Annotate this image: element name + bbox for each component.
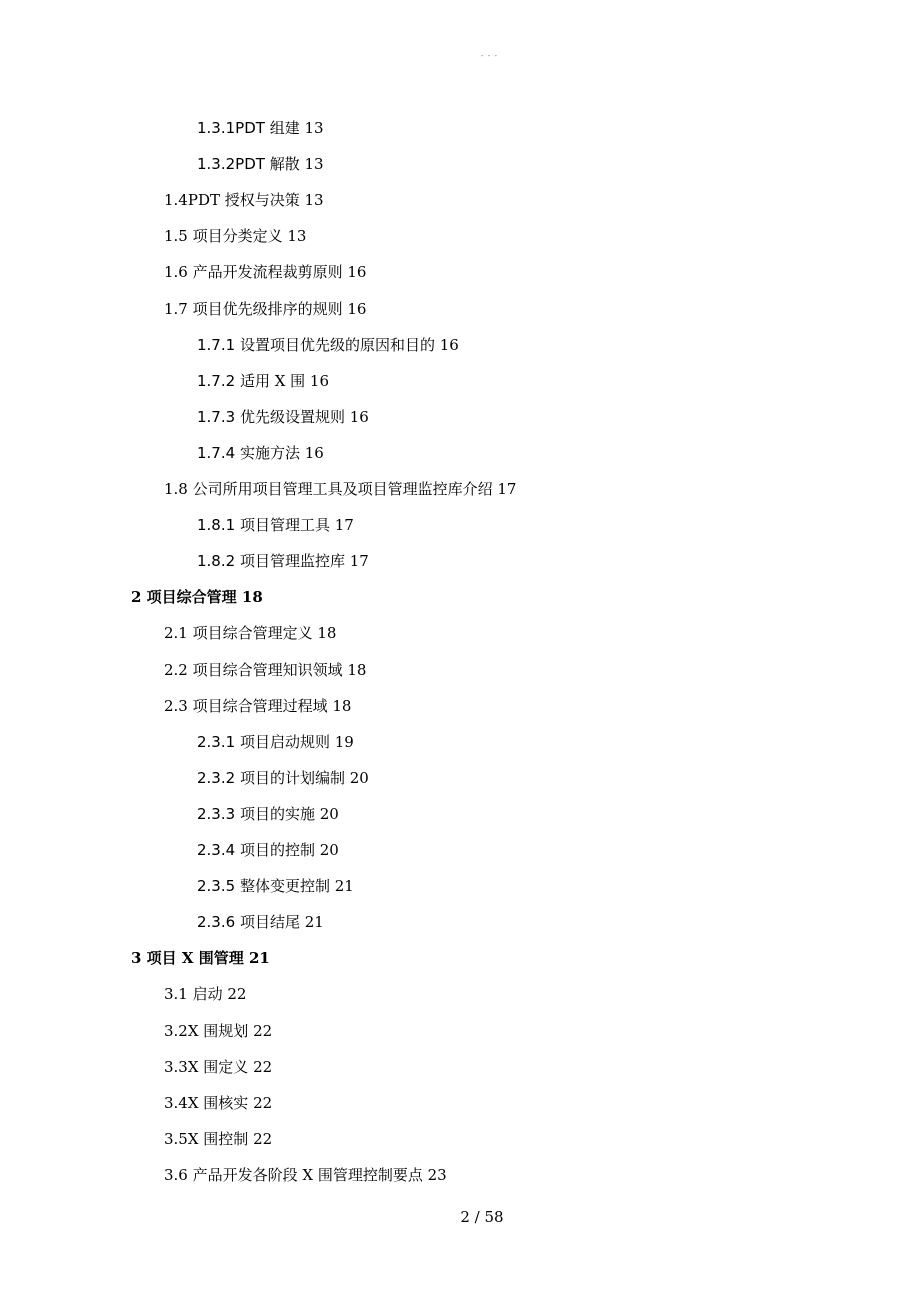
- toc-entry[interactable]: [197, 912, 324, 932]
- toc-entry[interactable]: [197, 443, 324, 463]
- toc-entry-title: 组建 13: [264, 119, 324, 137]
- toc-entry-title: 2.1 项目综合管理定义 18: [164, 624, 337, 643]
- toc-entry[interactable]: [197, 335, 459, 355]
- toc-entry-title: 整体变更控制 21: [235, 877, 354, 896]
- toc-entry[interactable]: [164, 696, 351, 716]
- toc-entry[interactable]: [164, 299, 366, 319]
- toc-entry-title: 3.4X 围核实 22: [164, 1093, 273, 1112]
- toc-entry[interactable]: [164, 1057, 272, 1077]
- toc-entry[interactable]: [164, 226, 306, 246]
- toc-entry-number: 2.3.5: [197, 877, 236, 896]
- toc-entry-title: 2.2 项目综合管理知识领域 18: [164, 660, 367, 679]
- toc-entry-number: 1.7.1: [197, 335, 236, 354]
- toc-entry-title: 1.4PDT 授权与决策 13: [164, 191, 324, 210]
- toc-entry[interactable]: [197, 768, 369, 788]
- toc-entry-number: 2.3.1: [197, 732, 236, 751]
- toc-entry-title: 实施方法 16: [235, 443, 324, 462]
- toc-entry-title: 3 项目 X 围管理 21: [131, 949, 270, 968]
- toc-entry-title: 设置项目优先级的原因和目的 16: [235, 335, 459, 354]
- toc-entry-title: 项目的控制 20: [235, 841, 339, 859]
- toc-entry-number: 1.3.2PDT: [197, 155, 265, 174]
- toc-entry[interactable]: [197, 840, 339, 860]
- toc-entry[interactable]: [164, 190, 324, 210]
- toc-entry[interactable]: [164, 1021, 272, 1041]
- header-mark: - - -: [481, 52, 499, 60]
- toc-entry-number: 1.3.1PDT: [197, 119, 265, 137]
- toc-entry[interactable]: [197, 804, 339, 824]
- page-footer: [0, 1207, 920, 1227]
- toc-entry[interactable]: [164, 1093, 272, 1113]
- toc-entry-number: 2.3.6: [197, 913, 236, 932]
- toc-entry-title: 3.5X 围控制 22: [164, 1129, 273, 1148]
- toc-entry-title: 项目的实施 20: [235, 804, 339, 823]
- toc-entry[interactable]: [197, 515, 354, 535]
- toc-entry-title: 3.2X 围规划 22: [164, 1021, 273, 1040]
- toc-entry-title: 项目的计划编制 20: [235, 768, 369, 787]
- toc-entry-title: 解散 13: [264, 155, 324, 174]
- toc-entry-title: 2 项目综合管理 18: [131, 588, 263, 607]
- toc-entry-title: 1.8 公司所用项目管理工具及项目管理监控库介绍 17: [164, 480, 517, 498]
- toc-entry[interactable]: [197, 551, 369, 571]
- toc-entry-number: 2.3.2: [197, 768, 236, 787]
- toc-entry-title: 项目启动规则 19: [235, 732, 354, 751]
- toc-entry[interactable]: [197, 371, 329, 391]
- toc-entry-title: 1.5 项目分类定义 13: [164, 227, 307, 246]
- toc-entry[interactable]: [197, 876, 354, 896]
- toc-entry-title: 3.1 启动 22: [164, 985, 247, 1004]
- toc-entry-number: 1.8.2: [197, 552, 236, 571]
- toc-entry[interactable]: [131, 587, 263, 607]
- page-number: 2 / 58: [460, 1208, 504, 1226]
- toc-entry-title: 1.6 产品开发流程裁剪原则 16: [164, 263, 367, 282]
- toc-entry-title: 项目管理工具 17: [235, 516, 354, 535]
- toc-entry-number: 1.7.4: [197, 443, 236, 462]
- toc-entry[interactable]: [164, 1129, 272, 1149]
- toc-entry-number: 1.7.2: [197, 371, 236, 390]
- toc-entry[interactable]: [164, 479, 516, 499]
- toc-entry-number: 1.8.1: [197, 516, 236, 535]
- toc-entry[interactable]: [197, 732, 354, 752]
- toc-entry-title: 3.3X 围定义 22: [164, 1057, 273, 1076]
- toc-entry[interactable]: [164, 660, 366, 680]
- toc-entry-title: 项目结尾 21: [235, 913, 324, 932]
- toc-entry[interactable]: [197, 118, 324, 138]
- toc-entry-title: 项目管理监控库 17: [235, 552, 369, 571]
- toc-entry-number: 2.3.3: [197, 804, 236, 823]
- toc-entry-title: 1.7 项目优先级排序的规则 16: [164, 299, 367, 318]
- toc-entry-title: 3.6 产品开发各阶段 X 围管理控制要点 23: [164, 1165, 447, 1184]
- toc-entry-title: 2.3 项目综合管理过程域 18: [164, 696, 352, 715]
- toc-entry[interactable]: [197, 407, 369, 427]
- toc-entry-number: 1.7.3: [197, 407, 236, 426]
- toc-entry-number: 2.3.4: [197, 841, 236, 859]
- toc-entry[interactable]: [164, 262, 366, 282]
- toc-entry[interactable]: [131, 948, 270, 968]
- toc-entry[interactable]: [197, 154, 324, 174]
- toc-entry-title: 适用 X 围 16: [235, 371, 330, 390]
- toc-entry-title: 优先级设置规则 16: [235, 407, 369, 426]
- toc-entry[interactable]: [164, 984, 246, 1004]
- toc-entry[interactable]: [164, 623, 336, 643]
- toc-entry[interactable]: [164, 1165, 447, 1185]
